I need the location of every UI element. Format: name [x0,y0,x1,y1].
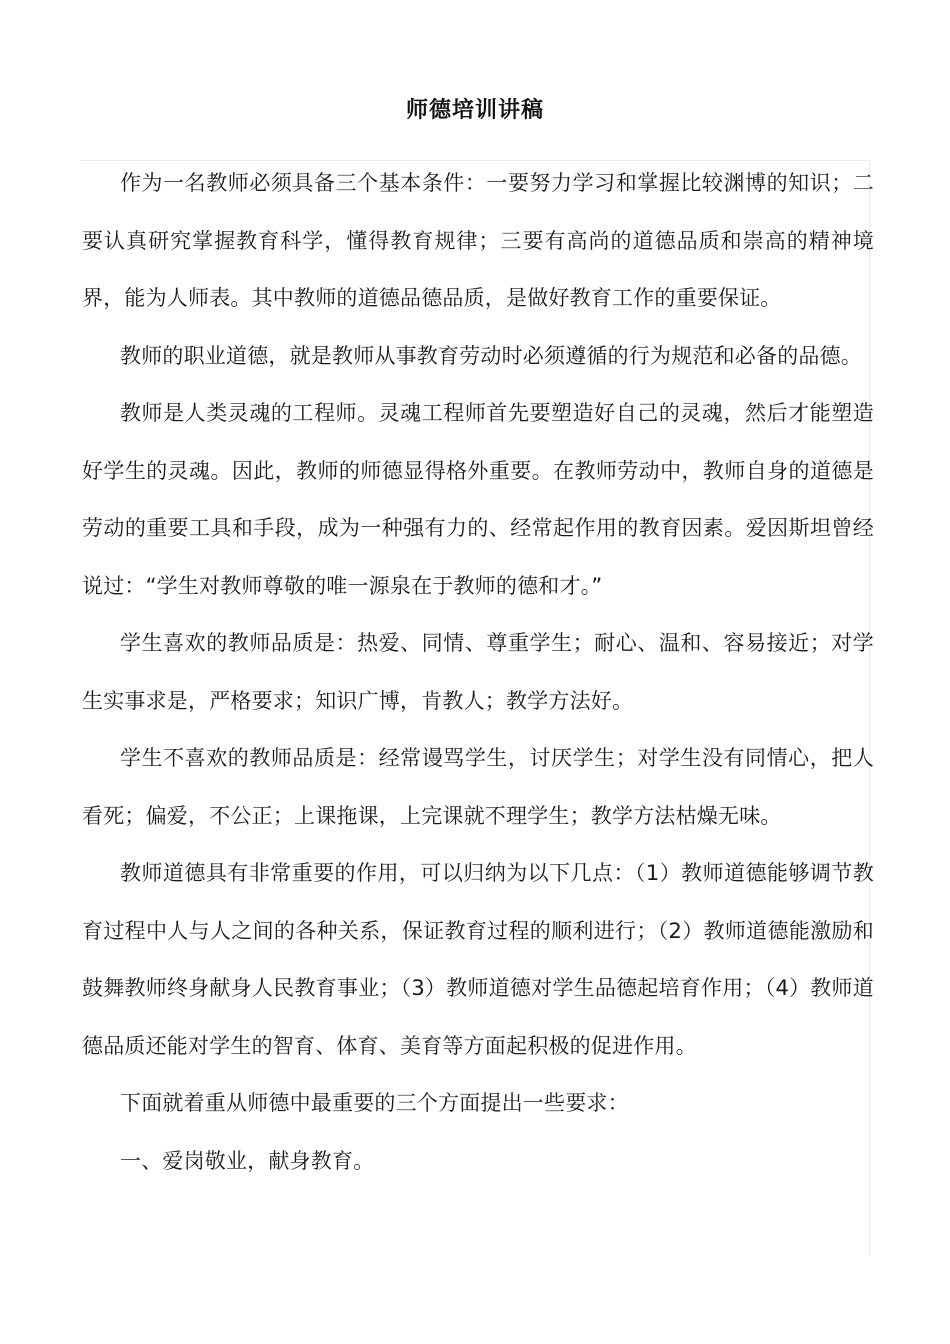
document-title: 师德培训讲稿 [405,97,544,123]
paragraph-ethics-roles: 教师道德具有非常重要的作用，可以归纳为以下几点：（1）教师道德能够调节教育过程中人与人之间的各种关系，保证教育过程的顺利进行；（2）教师道德能激励和鼓舞教师终身献身人民教育事业；（3）教师道德对学生品德起培育作用；（4）教师道德品质还能对学生的智育、体育、美育等方面起积极的促进作用。 [82,861,874,1058]
paragraph-liked-qualities: 学生喜欢的教师品质是：热爱、同情、尊重学生；耐心、温和、容易接近；对学生实事求是，严格要求；知识广博，肯教人；教学方法好。 [82,631,874,713]
paragraph-professional-ethics: 教师的职业道德，就是教师从事教育劳动时必须遵循的行为规范和必备的品德。 [120,343,862,368]
paragraph-requirements-intro: 下面就着重从师德中最重要的三个方面提出一些要求： [120,1091,629,1115]
paragraph-soul-engineer: 教师是人类灵魂的工程师。灵魂工程师首先要塑造好自己的灵魂，然后才能塑造好学生的灵魂。因此，教师的师德显得格外重要。在教师劳动中，教师自身的道德是劳动的重要工具和手段，成为一种强有力的、经常起作用的教育因素。爱因斯坦曾经说过：“学生对教师尊敬的唯一源泉在于教师的德和才。” [82,401,874,598]
document-body [82,155,874,1190]
paragraph-basic-conditions: 作为一名教师必须具备三个基本条件：一要努力学习和掌握比较渊博的知识；二要认真研究掌握教育科学，懂得教育规律；三要有高尚的道德品质和崇高的精神境界，能为人师表。其中教师的道德品德品质，是做好教育工作的重要保证。 [82,171,874,310]
paragraph-section-one: 一、爱岗敬业，献身教育。 [120,1148,375,1173]
paragraph-disliked-qualities: 学生不喜欢的教师品质是：经常谩骂学生，讨厌学生；对学生没有同情心，把人看死；偏爱，不公正；上课拖课，上完课就不理学生；教学方法枯燥无味。 [82,746,874,828]
